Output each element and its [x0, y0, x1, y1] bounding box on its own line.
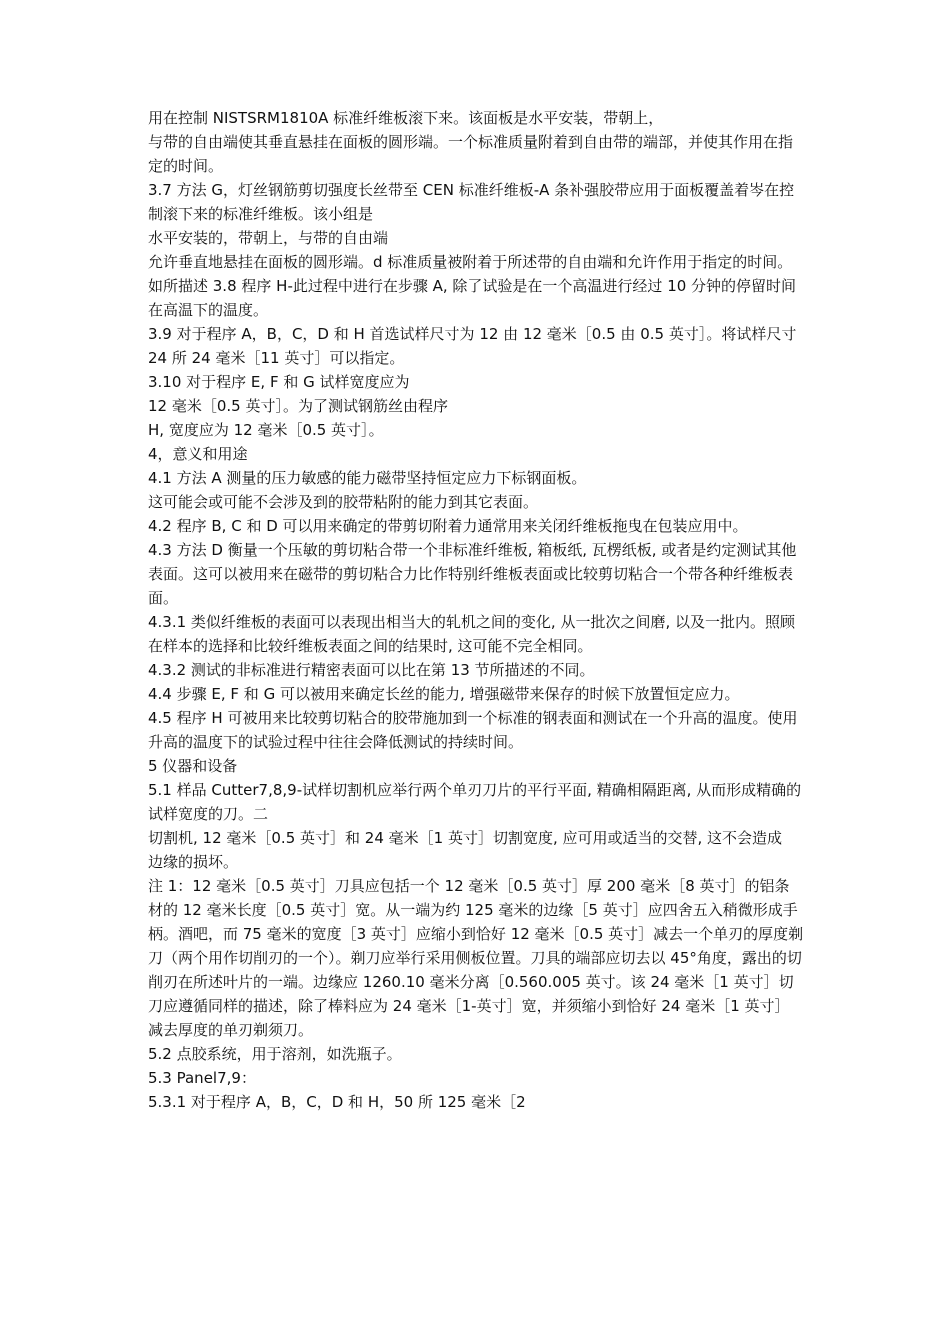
text-line: 用在控制 NISTSRM1810A 标准纤维板滚下来。该面板是水平安装，带朝上，: [148, 109, 664, 127]
text-line: 5.3 Panel7,9：: [148, 1069, 256, 1087]
text-line: 4.3.2 测试的非标准进行精密表面可以比在第 13 节所描述的不同。: [148, 661, 595, 679]
text-line: 如所描述 3.8 程序 H-此过程中进行在步骤 A, 除了试验是在一个高温进行经过 10 分钟的停留时间在高温下的温度。: [148, 277, 797, 319]
text-line: 5.1 样品 Cutter7,8,9-试样切割机应举行两个单刃刀片的平行平面, 精确相隔距离, 从而形成精确的试样宽度的刀。二: [148, 781, 802, 823]
text-line: 允许垂直地悬挂在面板的圆形端。d 标准质量被附着于所述带的自由端和允许作用于指定的时间。: [148, 253, 793, 271]
text-line: 4.3 方法 D 衡量一个压敏的剪切粘合带一个非标准纤维板, 箱板纸, 瓦楞纸板, 或者是约定测试其他表面。这可以被用来在磁带的剪切粘合力比作特别纤维板表面或比较剪切粘合一个带各种纤维板表面。: [148, 541, 797, 607]
text-line: 5.2 点胶系统，用于溶剂，如洗瓶子。: [148, 1045, 402, 1063]
section-heading: 4，意义和用途: [148, 445, 248, 463]
text-line: 边缘的损坏。: [148, 853, 239, 871]
note-paragraph: 注 1：12 毫米［0.5 英寸］刀具应包括一个 12 毫米［0.5 英寸］厚 200 毫米［8 英寸］的铝条材的 12 毫米长度［0.5 英寸］宽。从一端为约 125 毫米的边缘［5 英寸］应四舍五入稍微形成手柄。酒吧，而 75 毫米的宽度［3 英寸］应缩小到恰好 12 毫米［0.5 英寸］减去一个单刃的厚度剃刀（两个用作切削刃的一个）。剃刀应举行采用侧板位置。刀具的端部应切去以 45°角度，露出的切削刃在所述叶片的一端。边缘应 1260.10 毫米分离［0.560.005 英寸。该 24 毫米［1 英寸］切刀应遵循同样的描述，除了棒料应为 24 毫米［1-英寸］宽，并须缩小到恰好 24 毫米［1 英寸］减去厚度的单刃剃须刀。: [148, 877, 804, 1039]
text-line: 4.5 程序 H 可被用来比较剪切粘合的胶带施加到一个标准的钢表面和测试在一个升高的温度。使用升高的温度下的试验过程中往往会降低测试的持续时间。: [148, 709, 798, 751]
text-line: 3.7 方法 G，灯丝钢筋剪切强度长丝带至 CEN 标准纤维板-A 条补强胶带应用于面板覆盖着岑在控制滚下来的标准纤维板。该小组是: [148, 181, 795, 223]
section-heading: 5 仪器和设备: [148, 757, 238, 775]
text-line: 水平安装的，带朝上，与带的自由端: [148, 229, 389, 247]
text-line: 这可能会或可能不会涉及到的胶带粘附的能力到其它表面。: [148, 493, 539, 511]
text-line: 与带的自由端使其垂直悬挂在面板的圆形端。一个标准质量附着到自由带的端部，并使其作用在指定的时间。: [148, 133, 794, 175]
text-line: 5.3.1 对于程序 A，B，C，D 和 H，50 所 125 毫米［2: [148, 1093, 526, 1111]
document-page: [148, 106, 804, 1114]
text-line: 4.3.1 类似纤维板的表面可以表现出相当大的轧机之间的变化, 从一批次之间磨, 以及一批内。照顾在样本的选择和比较纤维板表面之间的结果时, 这可能不完全相同。: [148, 613, 796, 655]
text-line: 4.4 步骤 E, F 和 G 可以被用来确定长丝的能力, 增强磁带来保存的时候下放置恒定应力。: [148, 685, 740, 703]
text-line: H, 宽度应为 12 毫米［0.5 英寸］。: [148, 421, 384, 439]
text-line: 12 毫米［0.5 英寸］。为了测试钢筋丝由程序: [148, 397, 448, 415]
text-line: 3.10 对于程序 E, F 和 G 试样宽度应为: [148, 373, 410, 391]
text-line: 切割机, 12 毫米［0.5 英寸］和 24 毫米［1 英寸］切割宽度, 应可用或适当的交替, 这不会造成: [148, 829, 783, 847]
text-line: 4.2 程序 B, C 和 D 可以用来确定的带剪切附着力通常用来关闭纤维板拖曳在包装应用中。: [148, 517, 748, 535]
text-line: 3.9 对于程序 A，B，C，D 和 H 首选试样尺寸为 12 由 12 毫米［0.5 由 0.5 英寸］。将试样尺寸 24 所 24 毫米［11 英寸］可以指定。: [148, 325, 797, 367]
text-line: 4.1 方法 A 测量的压力敏感的能力磁带坚持恒定应力下标钢面板。: [148, 469, 587, 487]
